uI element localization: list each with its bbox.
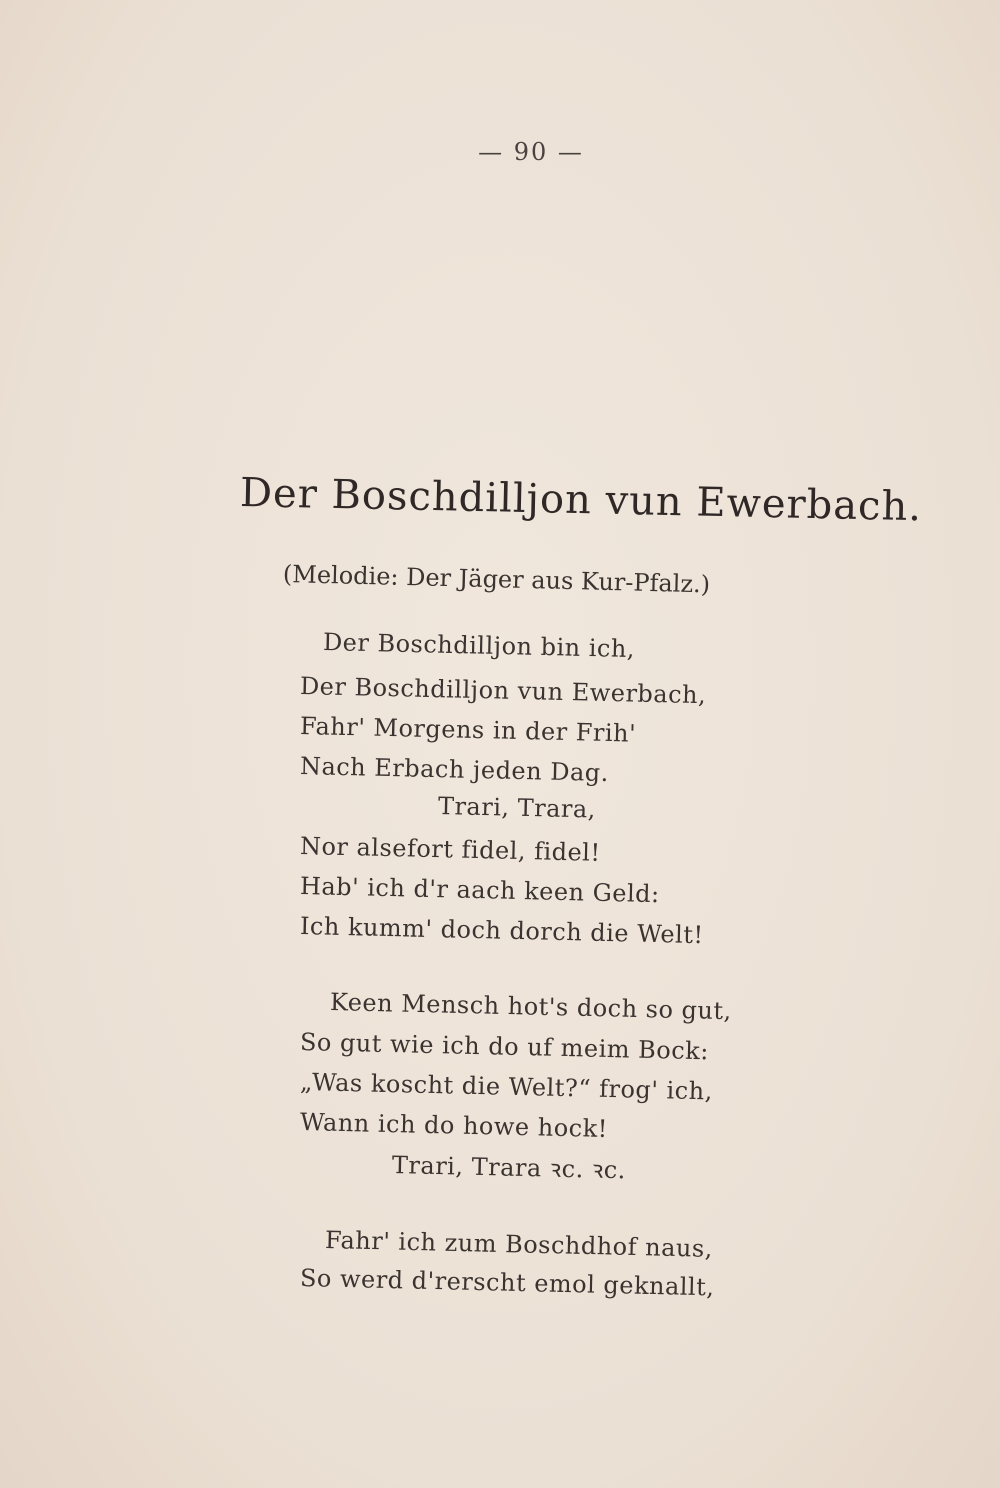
verse-line: Wann ich do howe hock! [299, 1108, 609, 1143]
verse-line: Hab' ich d'r aach keen Geld: [299, 872, 661, 909]
page-number: — 90 — [478, 138, 584, 166]
verse-line: Der Boschdilljon bin ich, [322, 628, 636, 664]
verse-line: Nor alsefort fidel, fidel! [299, 832, 601, 867]
verse-line: Fahr' ich zum Boschdhof naus, [324, 1226, 714, 1263]
verse-line: Der Boschdilljon vun Ewerbach, [299, 672, 707, 710]
verse-line: So gut wie ich do uf meim Bock: [299, 1028, 710, 1066]
verse-line: So werd d'rerscht emol geknallt, [299, 1264, 715, 1302]
verse-line: Keen Mensch hot's doch so gut, [329, 988, 732, 1026]
verse-line: „Was koscht die Welt?“ frog' ich, [299, 1068, 714, 1106]
verse-line: Ich kumm' doch dorch die Welt! [299, 912, 704, 950]
verse-line: Trari, Trara, [437, 792, 597, 824]
verse-line: Trari, Trara ꝛc. ꝛc. [391, 1151, 627, 1185]
poem-title: Der Boschdilljon vun Ewerbach. [239, 470, 923, 531]
poem-subtitle: (Melodie: Der Jäger aus Kur-Pfalz.) [282, 560, 711, 599]
verse-line: Nach Erbach jeden Dag. [299, 752, 610, 788]
verse-line: Fahr' Morgens in der Frih' [299, 712, 637, 748]
